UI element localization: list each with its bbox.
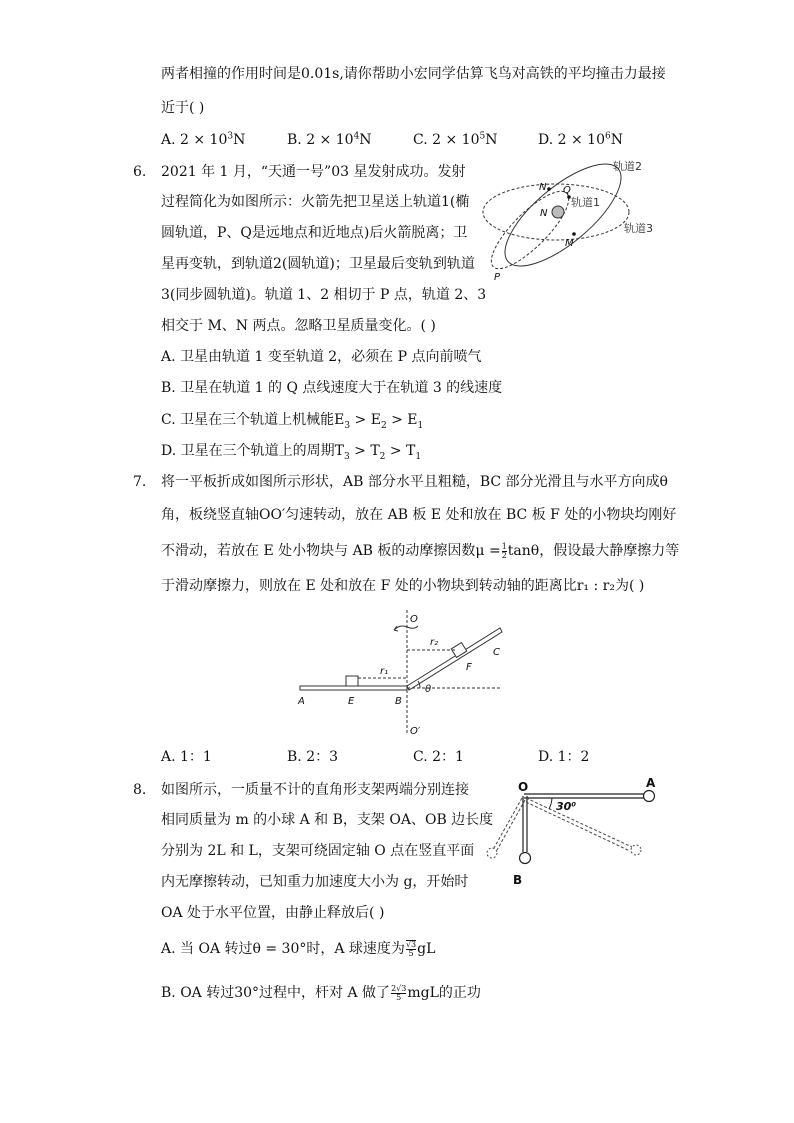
earth-icon bbox=[552, 206, 564, 218]
q6-stem-line5: 3(同步圆轨道)。轨道 1、2 相切于 P 点，轨道 2、3 bbox=[161, 287, 487, 303]
label-o-prime: O′ bbox=[410, 726, 421, 737]
rotated-rod-oa-edge bbox=[526, 802, 630, 851]
label-o: O bbox=[518, 780, 529, 794]
q5-option-a[interactable] bbox=[161, 130, 245, 150]
label-orbit2: 轨道2 bbox=[613, 160, 642, 173]
q6-option-d[interactable] bbox=[161, 441, 421, 461]
rotation-arrow-icon bbox=[394, 626, 418, 630]
q6-option-c[interactable] bbox=[161, 410, 423, 430]
label-n-top: N bbox=[539, 182, 547, 193]
relation: > E bbox=[386, 412, 418, 428]
fraction bbox=[502, 543, 507, 560]
option-label: D. bbox=[538, 132, 554, 148]
label-a: A bbox=[646, 776, 656, 790]
ball-a bbox=[644, 791, 655, 802]
relation: > E bbox=[350, 412, 381, 428]
option-mantissa: 2 × 10 bbox=[557, 132, 605, 148]
point-n-top bbox=[547, 187, 551, 191]
relation: > T bbox=[385, 443, 416, 459]
sqrt-fraction bbox=[406, 940, 416, 958]
q6-stem-line2: 过程简化为如图所示：火箭先把卫星送上轨道1(椭 bbox=[161, 194, 470, 210]
fraction-numerator: 1 bbox=[501, 541, 507, 551]
subscript: 2 bbox=[379, 451, 386, 462]
q7-option-d[interactable]: D. 1：2 bbox=[538, 749, 590, 765]
label-angle-30: 30⁰ bbox=[556, 800, 577, 813]
q8-stem-line4: 内无摩擦转动，已知重力加速度大小为 g，开始时 bbox=[161, 874, 469, 890]
option-exponent: 4 bbox=[353, 131, 360, 142]
relation: > T bbox=[349, 443, 380, 459]
option-text: A. 当 OA 转过θ = 30°时，A 球速度为 bbox=[161, 941, 405, 957]
q8-option-b[interactable] bbox=[161, 983, 481, 1003]
q8-stem-line1: 如图所示，一质量不计的直角形支架两端分别连接 bbox=[161, 782, 469, 798]
option-exponent: 5 bbox=[479, 131, 486, 142]
angle-arc bbox=[549, 798, 552, 809]
q5-stem-line2: 近于( ) bbox=[161, 100, 205, 116]
label-orbit3: 轨道3 bbox=[624, 222, 653, 235]
q7-number: 7. bbox=[133, 474, 147, 490]
point-m bbox=[572, 232, 576, 236]
q7-option-a[interactable]: A. 1：1 bbox=[161, 749, 212, 765]
label-orbit1: 轨道1 bbox=[571, 196, 600, 209]
rotated-rod-oa bbox=[526, 798, 632, 847]
label-n-center: N bbox=[540, 208, 548, 219]
option-text: mgL的正功 bbox=[407, 985, 481, 1001]
label-o: O bbox=[410, 614, 418, 625]
option-exponent: 3 bbox=[227, 131, 234, 142]
rotated-rod-ob-edge bbox=[497, 800, 525, 850]
fraction-denominator: 5 bbox=[396, 992, 402, 1002]
option-text: C. 卫星在三个轨道上机械能E bbox=[161, 412, 345, 428]
label-a: A bbox=[298, 696, 305, 707]
q5-option-c[interactable] bbox=[413, 130, 497, 150]
q8-option-a[interactable] bbox=[161, 939, 435, 959]
ball-b bbox=[520, 853, 531, 864]
option-mantissa: 2 × 10 bbox=[432, 132, 480, 148]
q7-board-figure bbox=[290, 600, 510, 745]
label-c: C bbox=[493, 647, 500, 658]
option-mantissa: 2 × 10 bbox=[306, 132, 354, 148]
rotated-rod-ob bbox=[494, 798, 522, 848]
option-text: gL bbox=[417, 941, 436, 957]
q7-stem-line2: 角，板绕竖直轴OO′匀速转动，放在 AB 板 E 处和放在 BC 板 F 处的小物块均刚好 bbox=[161, 507, 677, 523]
fraction-denominator: 5 bbox=[408, 949, 414, 958]
fraction-numerator: √3 bbox=[405, 940, 417, 949]
q5-option-d[interactable] bbox=[538, 130, 623, 150]
q7-option-b[interactable]: B. 2：3 bbox=[287, 749, 339, 765]
option-unit: N bbox=[485, 132, 498, 148]
q6-number: 6. bbox=[133, 164, 147, 180]
q8-bracket-figure bbox=[480, 772, 670, 892]
label-b: B bbox=[395, 696, 402, 707]
subscript: 2 bbox=[380, 420, 387, 431]
option-label: C. bbox=[413, 132, 428, 148]
option-unit: N bbox=[233, 132, 246, 148]
option-exponent: 6 bbox=[605, 131, 611, 142]
option-mantissa: 2 × 10 bbox=[180, 132, 228, 148]
label-q: Q bbox=[563, 185, 571, 196]
q6-option-a[interactable]: A. 卫星由轨道 1 变至轨道 2，必须在 P 点向前喷气 bbox=[161, 349, 482, 365]
subscript: 1 bbox=[415, 451, 422, 462]
board-bc bbox=[407, 628, 502, 690]
label-p: P bbox=[494, 272, 501, 283]
label-m: M bbox=[565, 238, 574, 249]
q5-option-b[interactable] bbox=[287, 130, 372, 150]
subscript: 3 bbox=[344, 420, 351, 431]
rotated-ball-a bbox=[631, 845, 641, 855]
label-r2: r₂ bbox=[430, 637, 439, 648]
q8-stem-line5: OA 处于水平位置，由静止释放后( ) bbox=[161, 905, 385, 921]
q6-option-b[interactable]: B. 卫星在轨道 1 的 Q 点线速度大于在轨道 3 的线速度 bbox=[161, 380, 503, 396]
q6-stem-line1: 2021 年 1 月，“天通一号”03 星发射成功。发射 bbox=[161, 164, 466, 180]
label-e: E bbox=[348, 696, 355, 707]
option-text: B. OA 转过30°过程中，杆对 A 做了 bbox=[161, 985, 391, 1001]
text-segment: 不滑动，若放在 E 处小物块与 AB 板的动摩擦因数μ = bbox=[161, 543, 501, 559]
option-label: B. bbox=[287, 132, 302, 148]
label-f: F bbox=[466, 662, 472, 673]
label-b: B bbox=[513, 873, 523, 887]
subscript: 1 bbox=[417, 420, 424, 431]
q5-stem-line1: 两者相撞的作用时间是0.01s,请你帮助小宏同学估算飞鸟对高铁的平均撞击力最接 bbox=[161, 66, 666, 82]
q7-stem-line4: 于滑动摩擦力，则放在 E 处和放在 F 处的小物块到转动轴的距离比r₁ : r₂为( ) bbox=[161, 578, 645, 594]
option-unit: N bbox=[610, 132, 623, 148]
option-unit: N bbox=[359, 132, 372, 148]
fraction-denominator: 2 bbox=[501, 550, 507, 560]
q8-stem-line3: 分别为 2L 和 L，支架可绕固定轴 O 点在竖直平面 bbox=[161, 843, 475, 859]
option-text: D. 卫星在三个轨道上的周期T bbox=[161, 443, 344, 459]
text-segment: tanθ，假设最大静摩擦力等 bbox=[507, 543, 680, 559]
fraction-numerator: 2√3 bbox=[391, 983, 407, 993]
label-r1: r₁ bbox=[380, 666, 389, 677]
q8-number: 8. bbox=[133, 782, 147, 798]
q6-stem-line3: 圆轨道，P、Q是远地点和近地点)后火箭脱离；卫 bbox=[161, 225, 468, 241]
fraction bbox=[391, 985, 406, 1002]
label-theta: θ bbox=[425, 684, 432, 695]
q6-stem-line6: 相交于 M、N 两点。忽略卫星质量变化。( ) bbox=[161, 318, 436, 334]
subscript: 3 bbox=[343, 451, 350, 462]
rotated-ball-b bbox=[487, 848, 497, 858]
board-ab bbox=[300, 686, 407, 690]
q7-stem-line3 bbox=[161, 541, 679, 561]
q7-option-c[interactable]: C. 2：1 bbox=[413, 749, 464, 765]
q8-stem-line2: 相同质量为 m 的小球 A 和 B，支架 OA、OB 边长度 bbox=[161, 812, 494, 828]
q6-orbit-figure bbox=[478, 160, 688, 285]
block-e bbox=[346, 676, 358, 686]
q6-stem-line4: 星再变轨，到轨道2(圆轨道)；卫星最后变轨到轨道 bbox=[161, 256, 475, 272]
option-label: A. bbox=[161, 132, 176, 148]
q7-stem-line1: 将一平板折成如图所示形状，AB 部分水平且粗糙，BC 部分光滑且与水平方向成θ bbox=[161, 474, 668, 490]
